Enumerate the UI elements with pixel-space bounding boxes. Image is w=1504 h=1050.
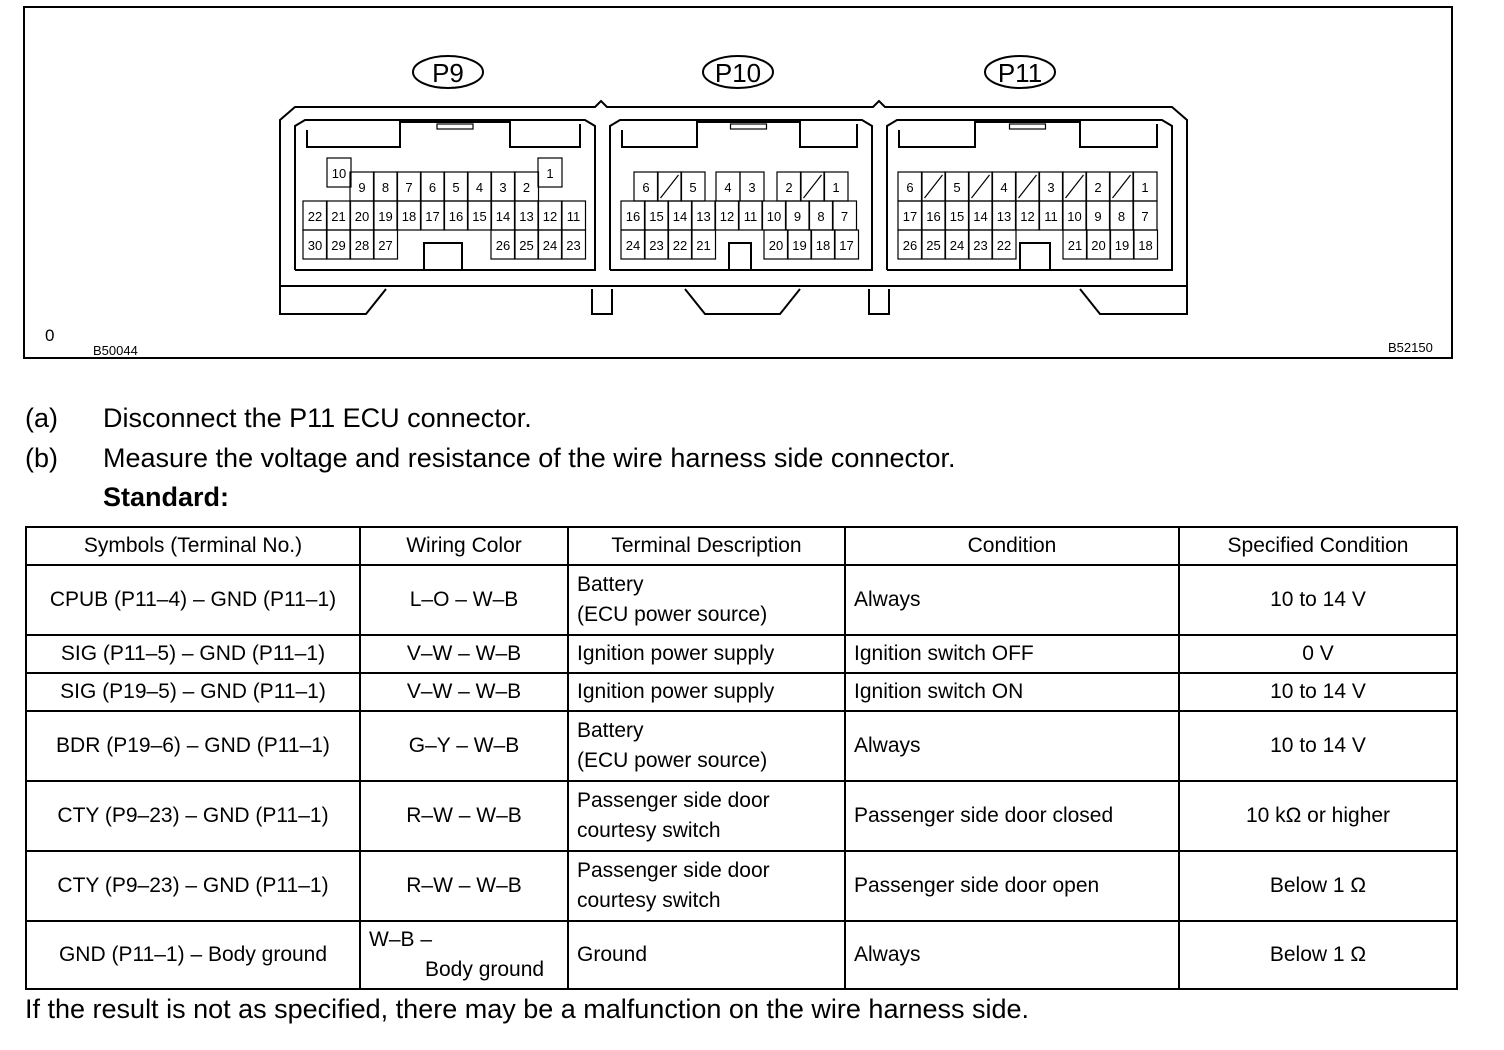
pin-channel-2 <box>1020 243 1050 270</box>
cell-specified-condition: 10 to 14 V <box>1179 673 1457 711</box>
pin-number: 18 <box>401 209 417 224</box>
step-a-text: Disconnect the P11 ECU connector. <box>103 403 532 433</box>
latch-center <box>685 289 800 314</box>
cell-condition: Passenger side door open <box>845 851 1179 921</box>
cell-symbols: CTY (P9–23) – GND (P11–1) <box>26 851 360 921</box>
connector-diagram <box>23 6 1453 359</box>
pin-number: 5 <box>452 180 460 195</box>
description-line: Battery <box>577 573 644 596</box>
pin-number: 17 <box>902 209 918 224</box>
cell-specified-condition: 10 to 14 V <box>1179 565 1457 635</box>
pin-number: 4 <box>1000 180 1008 195</box>
cell-wiring-color: V–W – W–B <box>360 673 568 711</box>
header-terminal-description: Terminal Description <box>568 527 845 565</box>
header-symbols: Symbols (Terminal No.) <box>26 527 360 565</box>
pin-number: 11 <box>743 209 758 224</box>
header-wiring-color: Wiring Color <box>360 527 568 565</box>
step-b-label: (b) <box>25 443 58 473</box>
cell-condition: Always <box>845 565 1179 635</box>
cell-wiring-color: R–W – W–B <box>360 851 568 921</box>
pin-cell-slash <box>661 175 679 198</box>
step-a-label: (a) <box>25 403 58 433</box>
description-line: Ground <box>577 943 648 966</box>
cell-terminal-description <box>568 711 845 781</box>
pin-number: 15 <box>472 209 487 224</box>
pin-number: 16 <box>448 209 464 224</box>
pin-number: 29 <box>331 238 346 253</box>
header-specified-condition: Specified Condition <box>1179 527 1457 565</box>
pin-number: 19 <box>378 209 393 224</box>
pin-number: 26 <box>902 238 918 253</box>
connector-key-1 <box>622 122 857 147</box>
pin-number: 14 <box>973 209 988 224</box>
latch-left <box>592 289 612 314</box>
pin-number: 21 <box>331 209 346 224</box>
cell-specified-condition: 0 V <box>1179 635 1457 673</box>
standard-table <box>25 526 1458 990</box>
pin-number: 22 <box>996 238 1012 253</box>
pin-number: 17 <box>425 209 440 224</box>
cell-condition: Ignition switch ON <box>845 673 1179 711</box>
pin-number: 24 <box>625 238 641 253</box>
pin-number: 20 <box>1091 238 1106 253</box>
pin-number: 21 <box>696 238 711 253</box>
cell-specified-condition: 10 kΩ or higher <box>1179 781 1457 851</box>
pin-number: 21 <box>1067 238 1083 253</box>
pin-number: 26 <box>495 238 511 253</box>
pin-number: 15 <box>949 209 965 224</box>
pin-number: 10 <box>331 166 347 181</box>
pin-number: 1 <box>832 180 840 195</box>
pin-number: 13 <box>519 209 534 224</box>
cell-symbols: SIG (P11–5) – GND (P11–1) <box>26 635 360 673</box>
pin-number: 8 <box>381 180 390 195</box>
cell-specified-condition: Below 1 Ω <box>1179 921 1457 989</box>
pin-number: 3 <box>1047 180 1055 195</box>
table-row <box>26 673 1457 711</box>
pin-number: 14 <box>495 209 511 224</box>
connector-label-p10: P10 <box>714 58 762 88</box>
pin-number: 3 <box>748 180 756 195</box>
pin-number: 5 <box>689 180 697 195</box>
standard-label: Standard: <box>103 482 230 512</box>
corner-label: 0 <box>45 326 55 345</box>
table-row <box>26 921 1457 989</box>
pin-number: 11 <box>566 209 581 224</box>
pin-number: 1 <box>546 166 554 181</box>
description-line: Ignition power supply <box>577 680 775 703</box>
description-line: Battery <box>577 719 644 742</box>
pin-number: 2 <box>1094 180 1102 195</box>
pin-number: 25 <box>926 238 941 253</box>
table-row <box>26 851 1457 921</box>
pin-number: 27 <box>378 238 393 253</box>
cell-wiring-color: G–Y – W–B <box>360 711 568 781</box>
pin-number: 16 <box>926 209 941 224</box>
pin-channel-0 <box>424 243 462 270</box>
wiring-color-line: Body ground <box>425 958 545 981</box>
table-row <box>26 565 1457 635</box>
pin-number: 30 <box>307 238 323 253</box>
pin-number: 6 <box>906 180 914 195</box>
description-line: courtesy switch <box>577 819 721 842</box>
pin-number: 12 <box>719 209 735 224</box>
pin-number: 6 <box>642 180 650 195</box>
cell-condition: Always <box>845 921 1179 989</box>
pin-number: 12 <box>542 209 558 224</box>
cell-wiring-color: R–W – W–B <box>360 781 568 851</box>
pin-cell-slash <box>1113 175 1131 198</box>
pin-number: 11 <box>1044 209 1058 224</box>
pin-number: 9 <box>1094 209 1102 224</box>
step-b-text: Measure the voltage and resistance of the wire harness side connector. <box>103 443 956 473</box>
pin-number: 8 <box>817 209 825 224</box>
ref-left: B50044 <box>93 343 138 357</box>
description-line: Ignition power supply <box>577 642 775 665</box>
pin-number: 9 <box>358 180 366 195</box>
cell-specified-condition: Below 1 Ω <box>1179 851 1457 921</box>
pin-cell-slash <box>925 175 943 198</box>
pin-number: 13 <box>996 209 1012 224</box>
cell-terminal-description <box>568 565 845 635</box>
table-body <box>26 565 1457 989</box>
pin-number: 23 <box>973 238 988 253</box>
pin-number: 24 <box>949 238 965 253</box>
pin-number: 18 <box>1138 238 1153 253</box>
cell-wiring-color: V–W – W–B <box>360 635 568 673</box>
pin-number: 2 <box>785 180 793 195</box>
pin-cell-slash <box>1066 175 1084 198</box>
pin-number: 22 <box>672 238 688 253</box>
wiring-color-line: W–B – <box>369 928 433 951</box>
cell-symbols: CPUB (P11–4) – GND (P11–1) <box>26 565 360 635</box>
cell-specified-condition: 10 to 14 V <box>1179 711 1457 781</box>
pin-cell-slash <box>972 175 990 198</box>
description-line: courtesy switch <box>577 889 721 912</box>
pin-number: 6 <box>428 180 437 195</box>
pin-number: 15 <box>649 209 664 224</box>
table-row <box>26 781 1457 851</box>
table-row <box>26 711 1457 781</box>
pin-number: 25 <box>519 238 534 253</box>
pin-number: 20 <box>354 209 370 224</box>
cell-wiring-color: L–O – W–B <box>360 565 568 635</box>
pin-number: 12 <box>1020 209 1035 224</box>
connector-key-2 <box>899 122 1157 147</box>
pin-number: 28 <box>354 238 370 253</box>
pin-number: 16 <box>625 209 641 224</box>
connector-key-0 <box>307 122 580 147</box>
pin-number: 18 <box>815 238 831 253</box>
ref-right: B52150 <box>1388 340 1433 355</box>
pin-number: 17 <box>839 238 854 253</box>
cell-wiring-color <box>360 921 568 989</box>
pin-number: 23 <box>566 238 581 253</box>
cell-condition: Passenger side door closed <box>845 781 1179 851</box>
pin-number: 8 <box>1117 209 1126 224</box>
pin-number: 5 <box>953 180 961 195</box>
connector-label-p11: P11 <box>997 58 1043 88</box>
pin-cell-slash <box>804 175 822 198</box>
cell-terminal-description <box>568 781 845 851</box>
cell-terminal-description <box>568 635 845 673</box>
cell-symbols: GND (P11–1) – Body ground <box>26 921 360 989</box>
pin-number: 10 <box>766 209 782 224</box>
pin-number: 1 <box>1141 180 1149 195</box>
pin-channel-1 <box>729 243 751 270</box>
table-row <box>26 635 1457 673</box>
pin-number: 23 <box>649 238 664 253</box>
pin-number: 13 <box>696 209 711 224</box>
cell-symbols: BDR (P19–6) – GND (P11–1) <box>26 711 360 781</box>
connector-label-p9: P9 <box>432 58 464 88</box>
cell-condition: Always <box>845 711 1179 781</box>
description-line: (ECU power source) <box>577 749 768 772</box>
pin-number: 7 <box>1141 209 1149 224</box>
pin-number: 20 <box>768 238 784 253</box>
housing-base-left <box>280 286 386 314</box>
housing-base-right <box>1080 286 1187 314</box>
pin-number: 22 <box>307 209 323 224</box>
cell-symbols: CTY (P9–23) – GND (P11–1) <box>26 781 360 851</box>
description-line: Passenger side door <box>577 859 770 882</box>
cell-terminal-description <box>568 673 845 711</box>
pin-number: 3 <box>499 180 507 195</box>
pin-number: 4 <box>724 180 732 195</box>
pin-cell-slash <box>1019 175 1037 198</box>
key-slot-1 <box>731 124 767 129</box>
pin-number: 7 <box>405 180 413 195</box>
table-header-row <box>26 527 1457 565</box>
connector-diagram-svg <box>25 8 1451 357</box>
cell-symbols: SIG (P19–5) – GND (P11–1) <box>26 673 360 711</box>
header-condition: Condition <box>845 527 1179 565</box>
latch-right <box>869 289 889 314</box>
description-line: Passenger side door <box>577 789 770 812</box>
cell-condition: Ignition switch OFF <box>845 635 1179 673</box>
pin-number: 7 <box>840 209 849 224</box>
pin-number: 10 <box>1067 209 1082 224</box>
pin-number: 2 <box>522 180 531 195</box>
pin-number: 14 <box>672 209 688 224</box>
footer-note: If the result is not as specified, there may be a malfunction on the wire harness side. <box>25 994 1030 1024</box>
key-slot-0 <box>437 124 473 129</box>
key-slot-2 <box>1010 124 1046 129</box>
pin-number: 19 <box>792 238 807 253</box>
description-line: (ECU power source) <box>577 603 768 626</box>
pin-number: 4 <box>475 180 484 195</box>
pin-number: 19 <box>1114 238 1130 253</box>
pin-number: 24 <box>542 238 558 253</box>
pin-number: 9 <box>793 209 802 224</box>
cell-terminal-description <box>568 851 845 921</box>
cell-terminal-description <box>568 921 845 989</box>
